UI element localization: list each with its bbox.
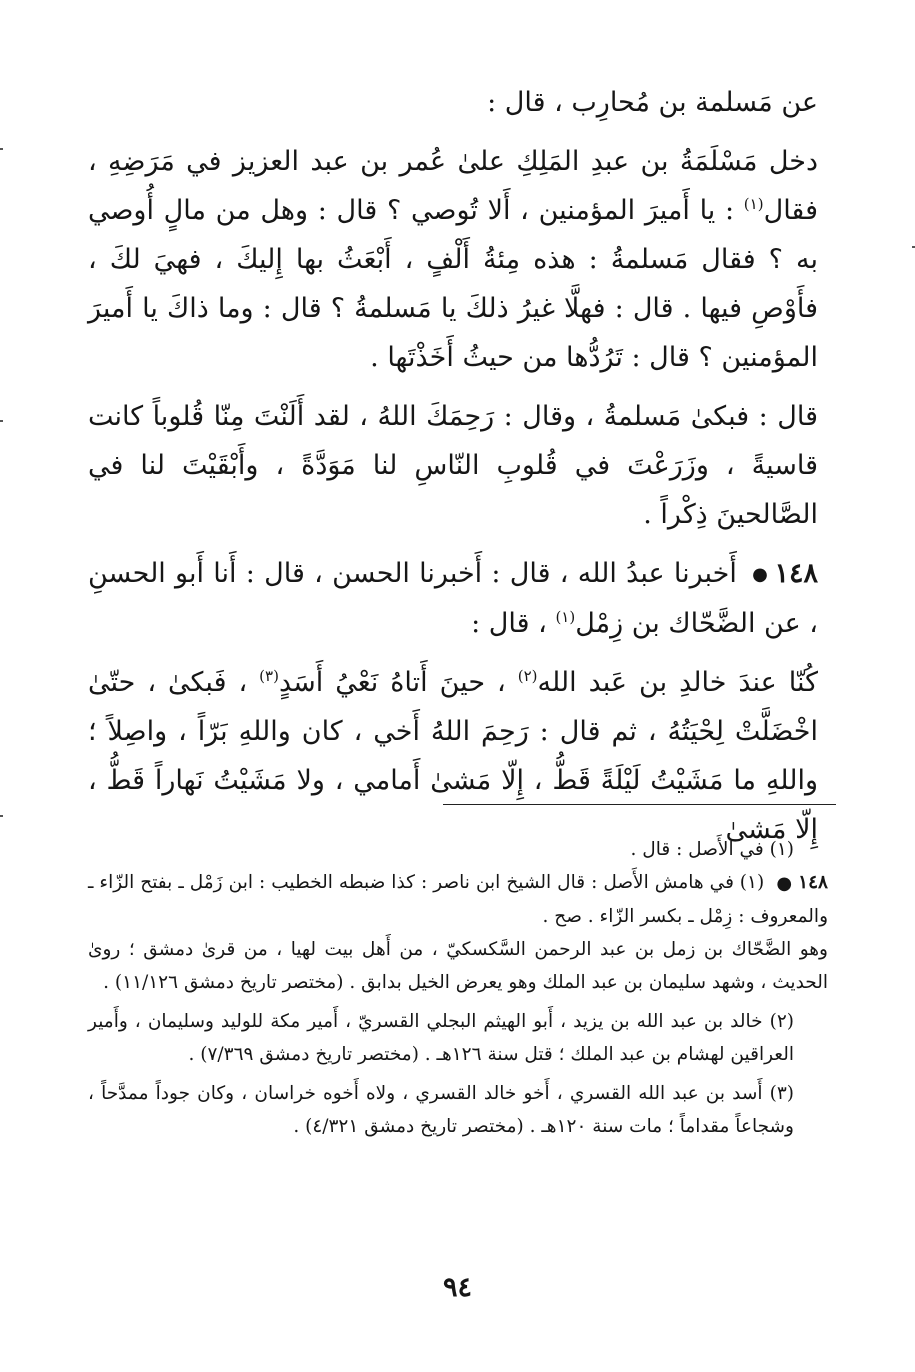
hadith-148-text-b: ، قال : [471, 608, 556, 639]
margin-mark [0, 815, 3, 817]
page-number: ٩٤ [442, 1272, 472, 1303]
footnote-ref-3: (٣) [259, 667, 279, 685]
margin-mark [0, 420, 3, 422]
footnote-148 [88, 866, 828, 933]
hadith-number: ١٤٨ [774, 558, 818, 589]
paragraph-1-part-b: : يا أَميرَ المؤمنين ، أَلا تُوصي ؟ قال : وهل من مالٍ أُوصي به ؟ فقال مَسلمةُ : هذه مِئةُ أَلْفٍ ، أَبْعَثُ بها إِليكَ ، فهيَ لكَ ، فأَوْصِ فيها . قال : فهلَّا غيرُ ذلكَ يا مَسلمةُ ؟ قال : وما ذاكَ يا أَميرَ المؤمنين ؟ قال : تَرُدُّها من حيثُ أَخَذْتَها . [88, 195, 818, 373]
footnote-3: (٣) أَسد بن عبد الله القسري ، أَخو خالد القسري ، ولاه أَخوه خراسان ، وكان جوداً ممدَّحاً ، وشجاعاً مقداماً ؛ مات سنة ١٢٠هـ . (مختصر تاريخ دمشق ٤/٣٢١) . [88, 1082, 794, 1137]
hadith-148-text-a: أَخبرنا عبدُ الله ، قال : أَخبرنا الحسن ، قال : أَنا أَبو الحسنِ ، عن الضَّحّاك بن زِمْل [88, 558, 818, 639]
footnote-bullet-icon: ● [776, 872, 793, 894]
footnote-1: (١) في الأَصل : قال . [630, 839, 794, 860]
footnote-ref-1b: (١) [555, 608, 576, 626]
paragraph-3-part-b: ، حينَ أَتاهُ نَعْيُ أَسَدٍ [278, 667, 518, 698]
paragraph-1 [88, 137, 818, 382]
main-text [88, 78, 818, 854]
footnotes [88, 833, 828, 1143]
footnote-148-cont: وهو الضَّحّاك بن زمل بن عبد الرحمن السَّكسكيّ ، من أَهل بيت لهيا ، من قرىٰ دمشق ؛ روىٰ الحديث ، وشهد سليمان بن عبد الملك وهو يعرض الخيل بدابق . (مختصر تاريخ دمشق ١١/١٢٦) . [88, 938, 828, 993]
paragraph-3 [88, 658, 818, 854]
hadith-148 [88, 549, 818, 648]
footnote-148-text: (١) في هامش الأَصل : قال الشيخ ابن ناصر : كذا ضبطه الخطيب : ابن زَمْل ـ بفتح الزّاء ـ والمعروف : زِمْل ـ بكسر الزّاء . صح . [88, 872, 828, 927]
footnote-ref-2: (٢) [517, 667, 538, 685]
intro-line: عن مَسلمة بن مُحارِب ، قال : [487, 87, 818, 118]
bullet-icon: ● [751, 564, 769, 585]
footnote-divider [443, 804, 836, 805]
paragraph-1-part-a: دخل مَسْلَمَةُ بن عبدِ المَلِكِ علىٰ عُمر بن عبد العزيز في مَرَضِهِ ، فقال [88, 146, 818, 226]
paragraph-3-part-c: ، فَبكىٰ ، حتّىٰ اخْضَلَّتْ لِحْيَتُهُ ، ثم قال : رَحِمَ اللهُ أَخي ، كان واللهِ بَرّاً ، واصِلاً ؛ واللهِ ما مَشَيْتُ لَيْلَةً قَطُّ ، إِلّا مَشىٰ أَمامي ، ولا مَشَيْتُ نَهاراً قَطُّ ، إِلّا مَشىٰ [88, 667, 818, 845]
paragraph-3-part-a: كُنّا عندَ خالدِ بن عَبد الله [537, 667, 819, 698]
margin-mark [0, 148, 3, 150]
footnote-ref-1: (١) [743, 195, 764, 213]
paragraph-2: قال : فبكىٰ مَسلمةُ ، وقال : رَحِمَكَ اللهُ ، لقد أَلَنْتَ مِنّا قُلوباً كانت قاسيةً ، وزَرَعْتَ في قُلوبِ النّاسِ لنا مَوَدَّةً ، وأَبْقَيْتَ لنا في الصَّالحينَ ذِكْراً . [88, 401, 818, 530]
footnote-2: (٢) خالد بن عبد الله بن يزيد ، أَبو الهيثم البجلي القسريّ ، أَمير مكة للوليد وسليمان ، وأَمير العراقين لهشام بن عبد الملك ؛ قتل سنة ١٢٦هـ . (مختصر تاريخ دمشق ٧/٣٦٩) . [88, 1010, 794, 1065]
footnote-148-number: ١٤٨ [798, 872, 828, 893]
